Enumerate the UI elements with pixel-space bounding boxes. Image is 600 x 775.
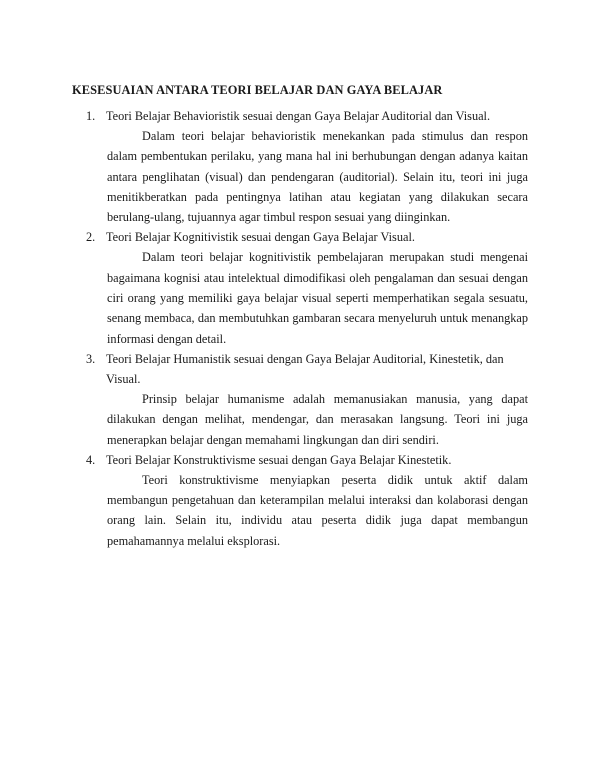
list-item <box>72 349 528 450</box>
list-item-heading <box>72 349 528 389</box>
list-item-heading-text: Teori Belajar Humanistik sesuai dengan Gaya Belajar Auditorial, Kinestetik, dan Visual. <box>106 351 504 386</box>
list-item-paragraph: Prinsip belajar humanisme adalah memanusiakan manusia, yang dapat dilakukan dengan melihat, mendengar, dan merasakan langsung. Teori ini juga menerapkan belajar dengan memahami lingkungan dan diri sendiri. <box>107 391 528 447</box>
list-item-heading <box>72 450 528 470</box>
list-item-heading-text: Teori Belajar Kognitivistik sesuai dengan Gaya Belajar Visual. <box>106 230 415 245</box>
list-item <box>72 450 528 551</box>
list-item-heading <box>72 106 528 126</box>
list-item-paragraph: Dalam teori belajar kognitivistik pembelajaran merupakan studi mengenai bagaimana kognisi atau intelektual dimodifikasi oleh pengalaman dan sesuai dengan ciri orang yang memiliki gaya belajar visual seperti memperhatikan segala sesuatu, senang membaca, dan membutuhkan gambaran secara menyeluruh untuk menangkap informasi dengan detail. <box>107 250 528 346</box>
list-item-paragraph: Dalam teori belajar behavioristik menekankan pada stimulus dan respon dalam pembentukan perilaku, yang mana hal ini berhubungan dengan adanya kaitan antara penglihatan (visual) dan pendengaran (auditorial). Selain itu, teori ini juga menitikberatkan pada pentingnya latihan atau kegiatan yang dilakukan secara berulang-ulang, tujuannya agar timbul respon sesuai yang diinginkan. <box>107 129 528 225</box>
list-item-heading-text: Teori Belajar Behavioristik sesuai dengan Gaya Belajar Auditorial dan Visual. <box>106 109 491 123</box>
list-item-number: 3. <box>86 351 96 366</box>
document-page <box>72 82 528 551</box>
page-title: KESESUAIAN ANTARA TEORI BELAJAR DAN GAYA BELAJAR <box>72 83 443 97</box>
list-item-heading <box>72 227 528 247</box>
list-item-number: 4. <box>86 452 96 467</box>
list-item-number: 1. <box>86 109 96 123</box>
list-item <box>72 106 528 227</box>
list-item-number: 2. <box>86 230 96 245</box>
list-item <box>72 227 528 348</box>
list-item-paragraph: Teori konstruktivisme menyiapkan peserta didik untuk aktif dalam membangun pengetahuan dan keterampilan melalui interaksi dan kolaborasi dengan orang lain. Selain itu, individu atau peserta didik juga dapat membangun pemahamannya melalui eksplorasi. <box>107 472 528 548</box>
list-item-heading-text: Teori Belajar Konstruktivisme sesuai dengan Gaya Belajar Kinestetik. <box>106 452 452 467</box>
